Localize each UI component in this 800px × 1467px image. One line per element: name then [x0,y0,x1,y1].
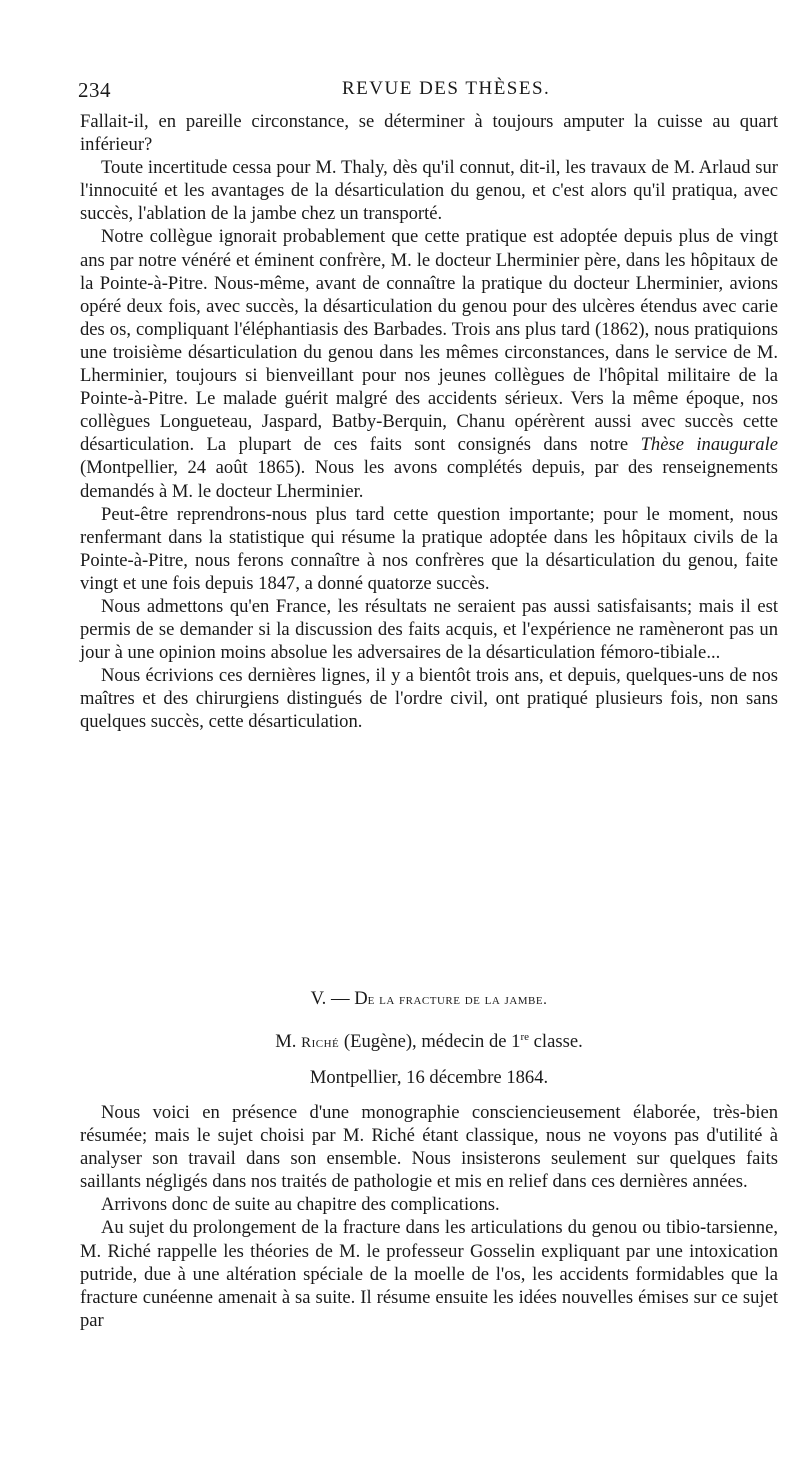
paragraph: Toute incertitude cessa pour M. Thaly, dès qu'il connut, dit-il, les travaux de M. Arlaud sur l'innocuité et les avantages de la désarticulation du genou, et c'est alors qu'il pratiqua, avec succès, l'ablation de la jambe chez un transporté. [80,157,778,225]
paragraph: Au sujet du prolongement de la fracture dans les articulations du genou ou tibio-tarsienne, M. Riché rappelle les théories de M. le professeur Gosselin expliquant par une intoxication putride, due à une altération spéciale de la moelle de l'os, les accidents formidables que la fracture cunéenne amenait à sa suite. Il résume ensuite les idées nouvelles émises sur ce sujet par [80,1217,778,1331]
section-title-initial: D [354,988,368,1009]
thesis-title: Thèse inaugurale [640,434,778,456]
paragraph: Nous voici en présence d'une monographie consciencieusement élaborée, très-bien résumée; mais le sujet choisi par M. Riché étant classique, nous ne voyons pas d'utilité à analyser son travail dans son ensemble. Nous insisterons seulement sur quelques faits saillants négligés dans nos traités de pathologie et mis en relief dans ces dernières années. [80,1102,778,1193]
paragraph [80,225,778,502]
paragraph-text: (Montpellier, 24 août 1865). Nous les avons complétés depuis, par des renseignements demandés à M. le docteur Lherminier. [80,457,778,502]
page-number: 234 [78,78,111,102]
thesis-author: M. Riché (Eugène), médecin de 1re classe. [275,1031,583,1053]
paragraph: Fallait-il, en pareille circonstance, se déterminer à toujours amputer la cuisse au quart inférieur? [80,111,778,156]
paragraph: Nous admettons qu'en France, les résultats ne seraient pas aussi satisfaisants; mais il est permis de se demander si la discussion des faits acquis, et l'expérience ne ramèneront pas un jour à une opinion moins absolue les adversaires de la désarticulation fémoro-tibiale... [80,595,778,664]
paragraph: Peut-être reprendrons-nous plus tard cette question importante; pour le moment, nous renfermant dans la statistique qui résume la pratique adoptée dans les hôpitaux civils de la Pointe-à-Pitre, nous ferons connaître à nos confrères que la désarticulation du genou, faite vingt et une fois depuis 1847, a donné quatorze succès. [80,503,778,594]
page-header [78,78,778,104]
section-heading [80,988,778,1010]
section-number: V. — [310,988,355,1009]
running-title: REVUE DES THÈSES. [342,78,551,99]
body-text [80,110,778,734]
section-title: e la fracture de la jambe. [367,992,548,1008]
paragraph: Arrivons donc de suite au chapitre des complications. [101,1194,500,1216]
thesis-place-date: Montpellier, 16 décembre 1864. [309,1067,549,1088]
paragraph-text: Notre collègue ignorait probablement que cette pratique est adoptée depuis plus de vingt ans par notre vénéré et éminent confrère, M. le docteur Lherminier père, dans les hôpitaux de la Pointe-à-Pitre. Nous-même, avant de connaître la pratique du docteur Lherminier, avions opéré deux fois, avec succès, la désarticulation du genou pour des ulcères étendus avec carie des os, compliquant l'éléphantiasis des Barbades. Trois ans plus tard (1862), nous pratiquions une troisième désarticulation du genou dans les mêmes circonstances, dans le service de M. Lherminier, toujours si bienveillant pour nos jeunes collègues de l'hôpital militaire de la Pointe-à-Pitre. Le malade guérit malgré des accidents sérieux. Vers la même époque, nos collègues Longueteau, Jaspard, Batby-Berquin, Chanu opérèrent aussi avec succès cette désarticulation. La plupart de ces faits sont consignés dans notre [80,226,778,456]
author-name: Riché [301,1035,340,1052]
review-text [80,1101,778,1332]
paragraph: Nous écrivions ces dernières lignes, il y a bientôt trois ans, et depuis, quelques-uns de nos maîtres et des chirurgiens distingués de l'ordre civil, ont pratiqué plusieurs fois, non sans quelques succès, cette désarticulation. [80,665,778,733]
